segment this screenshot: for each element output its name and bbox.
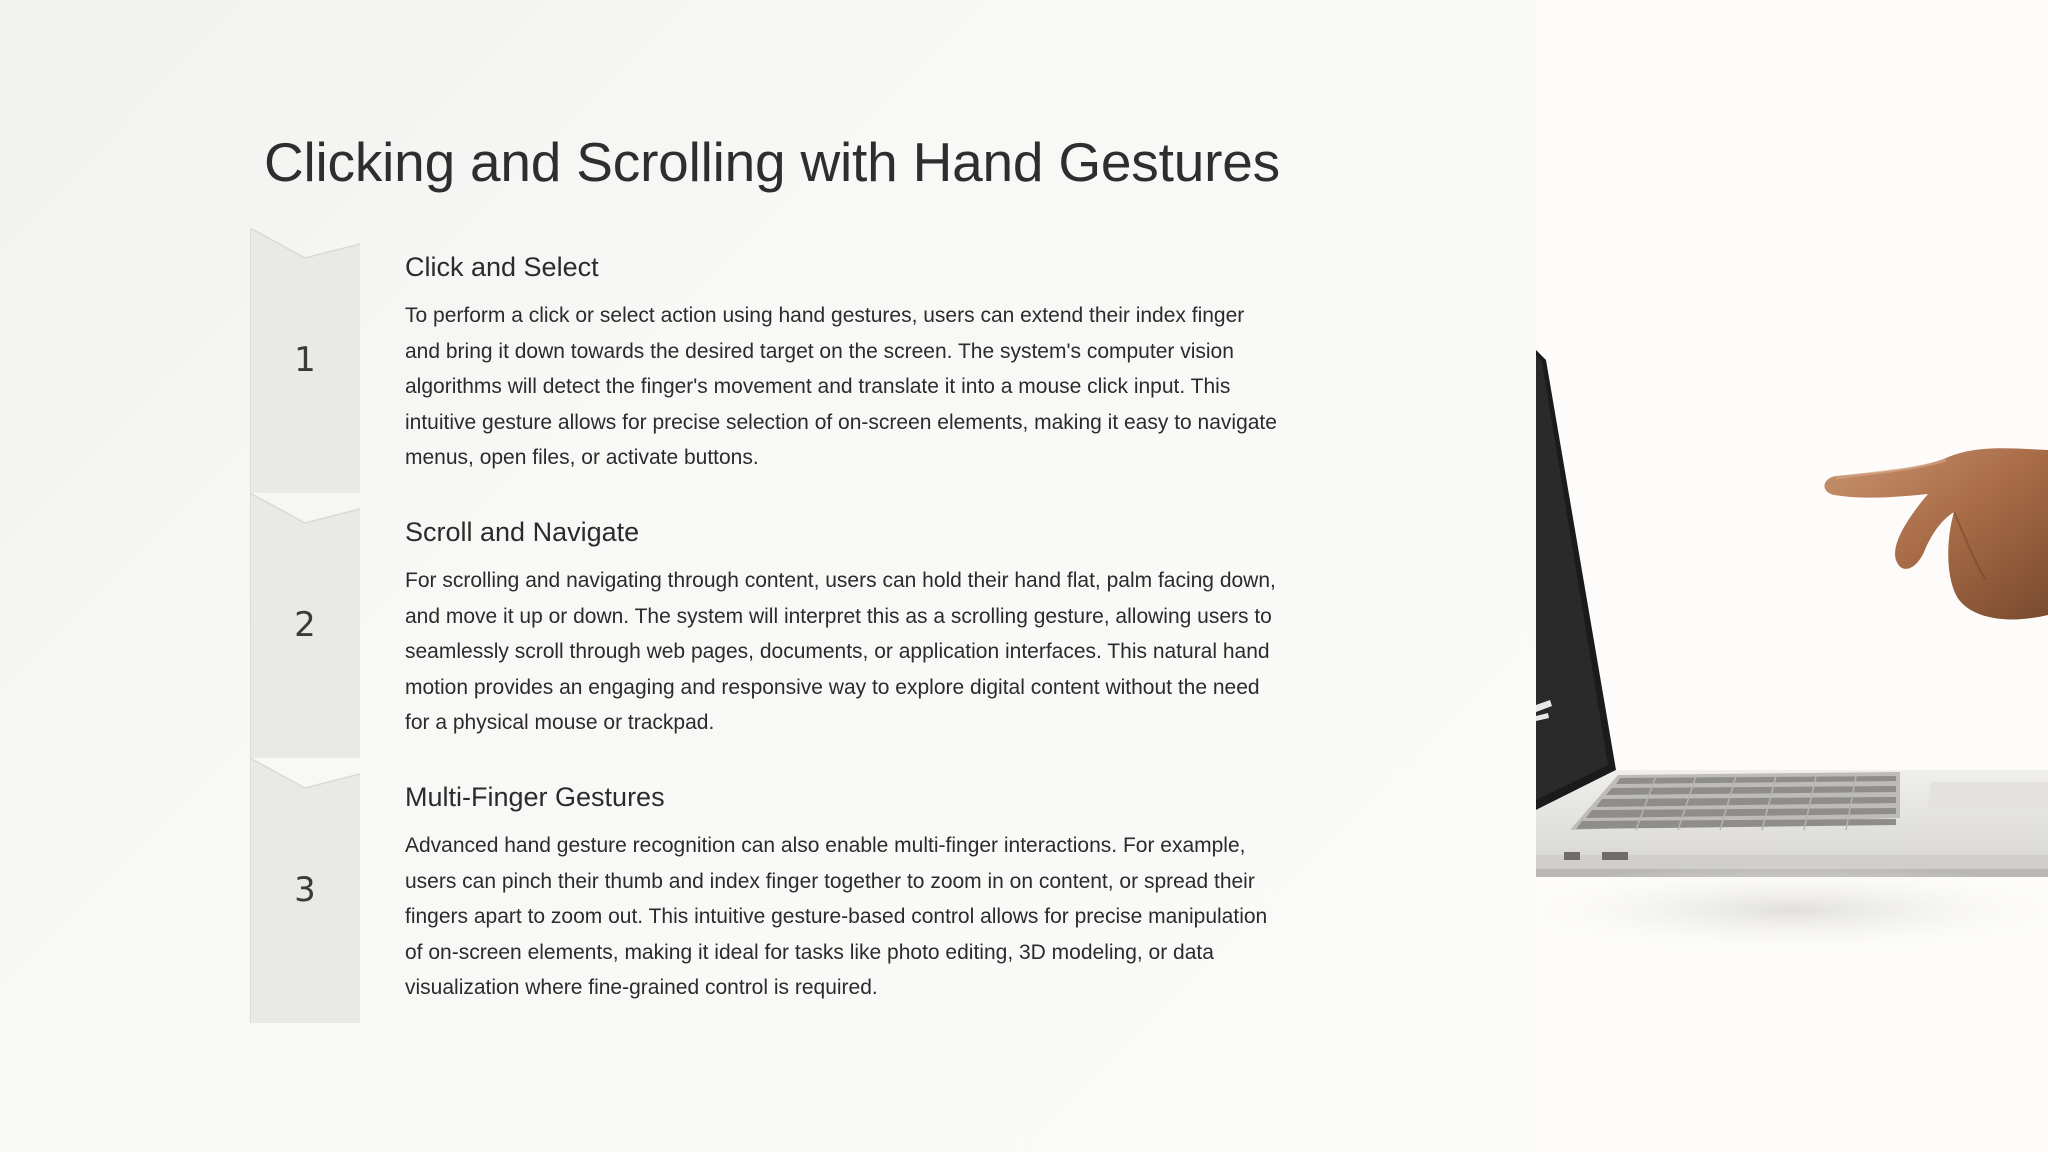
step-marker-chevron [250, 493, 360, 758]
step-marker-chevron [250, 228, 360, 493]
step-number: 2 [294, 605, 316, 645]
step-heading: Multi-Finger Gestures [405, 782, 665, 812]
step-heading: Scroll and Navigate [405, 517, 640, 547]
step-3 [250, 758, 1350, 1023]
step-description: To perform a click or select action using hand gestures, users can extend their index finger and bring it down towards the desired target on the screen. The system's computer vision algorithms will detect the finger's movement and translate it into a mouse click input. This intuitive gesture allows for precise selection of on-screen elements, making it easy to navigate menus, open files, or activate buttons. [405, 304, 1277, 469]
slide-title: Clicking and Scrolling with Hand Gestures [264, 131, 1280, 193]
step-marker-chevron [250, 758, 360, 1023]
step-2 [250, 493, 1350, 758]
hand-laptop-photo [1536, 0, 2048, 1152]
step-description: For scrolling and navigating through content, users can hold their hand flat, palm facing down, and move it up or down. The system will interpret this as a scrolling gesture, allowing users to seamlessly scroll through web pages, documents, or application interfaces. This natural hand motion provides an engaging and responsive way to explore digital content without the need for a physical mouse or trackpad. [405, 569, 1276, 734]
step-heading: Click and Select [405, 252, 599, 282]
hand-pointing-at-laptop-icon [1536, 0, 2048, 1152]
step-number: 3 [294, 870, 316, 910]
step-description: Advanced hand gesture recognition can also enable multi-finger interactions. For example, users can pinch their thumb and index finger together to zoom in on content, or spread their fingers apart to zoom out. This intuitive gesture-based control allows for precise manipulation of on-screen elements, making it ideal for tasks like photo editing, 3D modeling, or data visualization where fine-grained control is required. [405, 834, 1268, 999]
step-1 [250, 228, 1350, 493]
step-number: 1 [294, 340, 316, 380]
